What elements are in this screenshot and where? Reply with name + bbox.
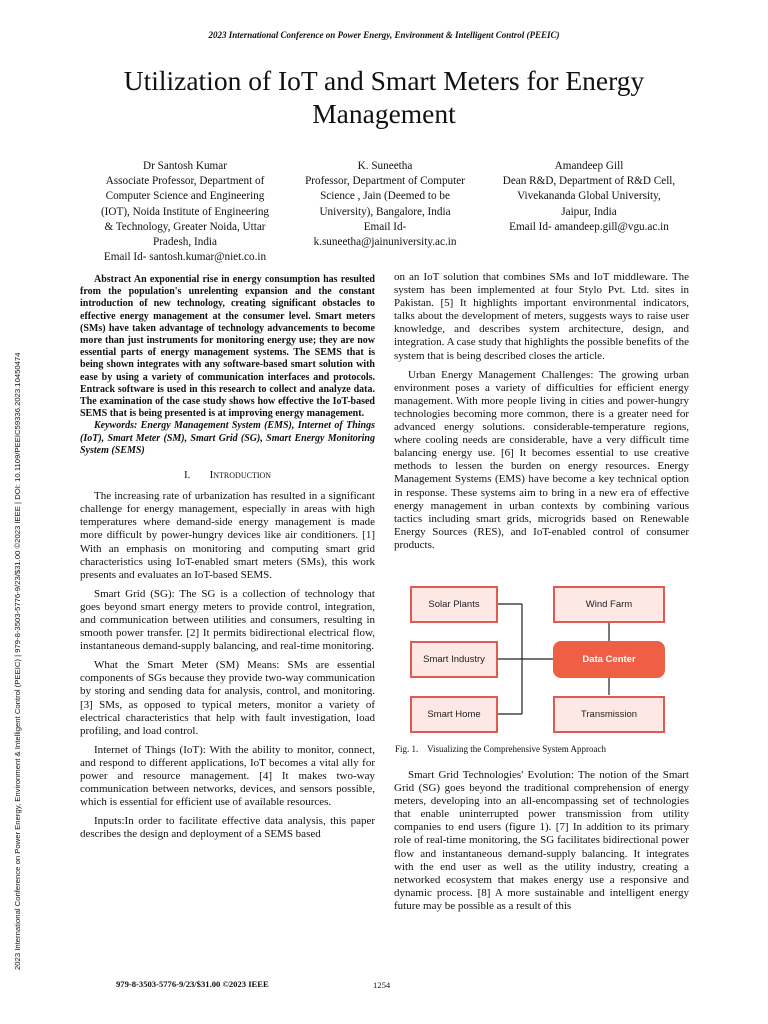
- node-wind-farm: Wind Farm: [553, 586, 665, 623]
- author-affiliation: & Technology, Greater Noida, Uttar: [104, 220, 266, 233]
- section-number: I.: [183, 469, 191, 482]
- section-title: Introduction: [209, 469, 272, 482]
- section-heading-introduction: [80, 469, 375, 482]
- title-line-1: Utilization of IoT and Smart Meters for Energy: [123, 65, 645, 96]
- page-number: 1254: [373, 980, 391, 990]
- footer-copyright: 979-8-3503-5776-9/23/$31.00 ©2023 IEEE: [116, 979, 269, 989]
- node-transmission: Transmission: [553, 696, 665, 733]
- author-block-2: [280, 159, 490, 250]
- author-email: k.suneetha@jainuniversity.ac.in: [313, 236, 457, 249]
- author-email: Email Id- amandeep.gill@vgu.ac.in: [509, 220, 669, 233]
- node-data-center: Data Center: [553, 641, 665, 678]
- body-paragraph: The increasing rate of urbanization has resulted in a significant challenge for energy management, especially in areas with high temperatures where demand-side energy management is made more difficult by power-hungry devices like air conditioners. [1] With an emphasis on monitoring and computing smart grid characteristics using IoT-enabled smart meters (SMs), this work presents and evaluates an IoT-based SEMS.: [80, 490, 375, 581]
- title-line-2: Management: [312, 98, 456, 129]
- conference-header: 2023 International Conference on Power Energy, Environment & Intelligent Control (PEEIC): [208, 30, 560, 40]
- author-affiliation: Jaipur, India: [561, 205, 617, 218]
- author-name: Dr Santosh Kumar: [143, 160, 227, 172]
- author-affiliation: (IOT), Noida Institute of Engineering: [100, 205, 270, 218]
- author-affiliation: Computer Science and Engineering: [105, 190, 265, 203]
- figure-1-diagram: [410, 586, 670, 734]
- body-paragraph: Urban Energy Management Challenges: The growing urban environment poses a variety of difficulties for efficient energy management. With more people living in cities and power-hungry technologies becoming more common, there is a greater need for advanced energy solutions. considerable-temperature regions, where cooling needs are considerable, have a very difficult time balancing energy use. [6] It becomes essential to use creative methods to lessen the burden on energy resources. Energy Management Systems (EMS) have become a key technical option in response. These systems aim to bring in a new era of effective energy management in urban contexts by combining various tactics including smart grids, microgrids based on Renewable Energy Sources (RES), and IoT-enabled control of consumer products.: [394, 368, 689, 551]
- body-paragraph: Internet of Things (IoT): With the ability to monitor, connect, and respond to different applications, IoT becomes a vital ally for power and resource management. [4] It makes two-way communication between networks, devices, and sensors possible, which is essential for efficient use of available resources.: [80, 743, 375, 809]
- author-affiliation: Science , Jain (Deemed to be: [320, 190, 450, 203]
- keywords: Keywords: Energy Management System (EMS), Internet of Things (IoT), Smart Meter (SM), Smart Grid (SG), Smart Energy Monitoring System (SEMS): [80, 420, 375, 456]
- figure-caption: Fig. 1. Visualizing the Comprehensive System Approach: [395, 744, 607, 754]
- author-name: K. Suneetha: [357, 160, 413, 172]
- body-paragraph: Smart Grid (SG): The SG is a collection of technology that goes beyond smart energy meters to provide control, integration, and communication between utilities and consumers, resulting in smooth power transfer. [2] It permits bidirectional electrical flow, instantaneous demand-supply balancing, and real-time monitoring.: [80, 587, 375, 653]
- right-column-bottom: [394, 769, 689, 919]
- doi-sidebar-text: 2023 International Conference on Power Energy, Environment & Intelligent Control (PEEIC) | 979-8-3503-5776-9/23/$31.00 ©2023 IEEE | DOI: 10.1109/PEEIC59336.2023.10450474: [13, 352, 22, 970]
- body-paragraph: on an IoT solution that combines SMs and IoT middleware. The system has been implemented at four Stylo Pvt. Ltd. sites in Pakistan. [5] It highlights important environmental indicators, talks about the development of meters, suggests ways to raise user knowledge, and describes system architecture, design, and integration. A case study that highlights the possible benefits of the system that is being described closes the article.: [394, 271, 689, 362]
- abstract: [80, 274, 375, 420]
- author-name: Amandeep Gill: [554, 160, 624, 172]
- abstract-text: Abstract An exponential rise in energy consumption has resulted from the population's unrelenting expansion and the constant introduction of new technology, creating significant obstacles to effective energy management at the consumer level. Smart meters (SMs) have taken advantage of technology advancements to become more than just instruments for monitoring energy use; they are now essential parts of energy management systems. The SEMS that is being shown integrates with any software-based smart solution with ease by using a variety of communication interfaces and protocols. Entrack software is used in this research to collect and analyze data. The examination of the case study shows how effective the IoT-based SEMS that is being presented is at improving energy management.: [80, 274, 375, 420]
- node-solar-plants: Solar Plants: [410, 586, 498, 623]
- author-affiliation: Professor, Department of Computer: [305, 175, 465, 188]
- author-affiliation: Pradesh, India: [152, 236, 217, 249]
- author-affiliation: Vivekananda Global University,: [517, 190, 661, 203]
- doi-sidebar: [10, 190, 22, 970]
- author-email-label: Email Id-: [363, 220, 407, 233]
- author-affiliation: Dean R&D, Department of R&D Cell,: [502, 175, 676, 188]
- author-block-1: [80, 159, 290, 265]
- author-block-3: [484, 159, 694, 235]
- author-affiliation: Associate Professor, Department of: [105, 175, 265, 188]
- paper-title: [60, 64, 708, 130]
- node-smart-home: Smart Home: [410, 696, 498, 733]
- node-smart-industry: Smart Industry: [410, 641, 498, 678]
- left-column: [80, 274, 375, 847]
- body-paragraph: Smart Grid Technologies' Evolution: The notion of the Smart Grid (SG) goes beyond the traditional comprehension of energy meters, developing into an all-encompassing set of technologies that enable uninterrupted power transmission from utility companies to end users (figure 1). [7] In addition to its primary role of real-time monitoring, the SG facilitates bidirectional power flow and instantaneous demand-supply balancing. It integrates with the end user as well as the utility industry, creating a networked ecosystem that makes energy use a responsive and dynamic process. [8] A more sustainable and intelligent energy future may be possible as a result of this: [394, 769, 689, 912]
- author-email: Email Id- santosh.kumar@niet.co.in: [103, 251, 267, 264]
- right-column-top: [394, 271, 689, 558]
- body-paragraph: Inputs:In order to facilitate effective data analysis, this paper describes the design and deployment of a SEMS based: [80, 815, 375, 841]
- body-paragraph: What the Smart Meter (SM) Means: SMs are essential components of SGs because they provide two-way communication by storing and sending data for analysis, control, and monitoring. [3] SMs, as opposed to typical meters, monitor a variety of electrical characteristics that help with fault investigation, load profiling, and load control.: [80, 659, 375, 737]
- author-affiliation: University), Bangalore, India: [319, 205, 451, 218]
